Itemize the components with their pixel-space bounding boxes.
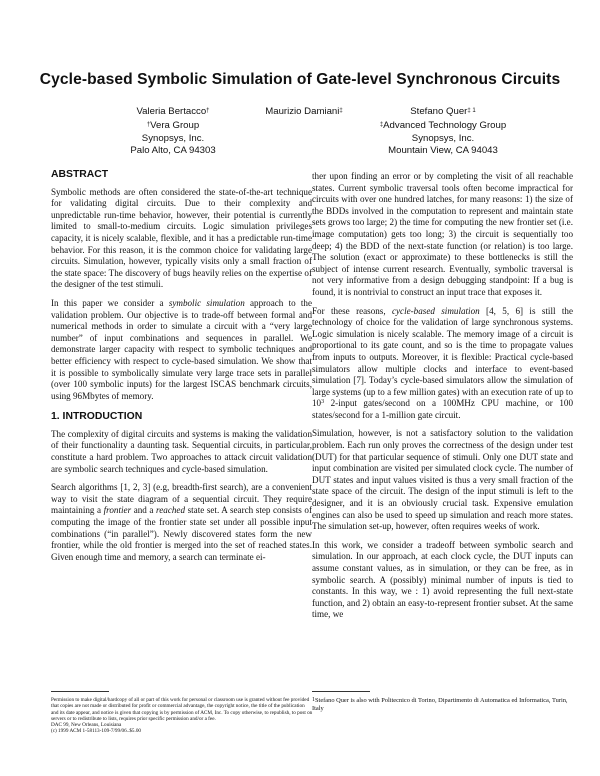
affiliation-line: Synopsys, Inc.	[141, 132, 205, 144]
affiliation-line: Vera Group	[150, 120, 200, 132]
intro-paragraph-2: Search algorithms [1, 2, 3] (e.g, breadth-first search), are a convenient way to visit the state diagram of a sequential circuit. They require maintaining a frontier and a reached state set. A search step consists of computing the image of the frontier state set under all possible input combinations (“in parallel”). Newly discovered states form the new frontier, while the old frontier is merged into the set of reached states. Given enough time and memory, a search can terminate ei-	[51, 482, 312, 562]
footnote-rule-right	[312, 691, 370, 692]
introduction-heading: 1. INTRODUCTION	[51, 411, 143, 423]
right-paragraph-1: ther upon finding an error or by completing the visit of all reachable states. Current symbolic traversal tools often become impractical for circuits with over one hundred latches, for many reasons: 1) the size of the BDDs involved in the computation to represent and maintain state sets grows too large; 2) the time for computing the new frontier set (i.e. image computation) gets too long; 3) the circuit is sequentially too deep; 4) the BDD of the next-state function (or relation) is too large. The solution (exact or approximate) to these bottlenecks is still the subject of intense current research. Eventually, symbolic traversal is not very informative from a design debugging standpoint: If a bug is found, it is nontrivial to construct an input trace that exposes it.	[312, 171, 573, 297]
author-1: Valeria Bertacco† †Vera Group Synopsys, Inc. Palo Alto, CA 94303	[112, 106, 234, 158]
venue: DAC 99, New Orleans, Louisiana	[51, 722, 122, 729]
right-column	[312, 171, 573, 628]
author-name: Valeria Bertacco	[136, 106, 207, 117]
paper-title: Cycle-based Symbolic Simulation of Gate-level Synchronous Circuits	[39, 71, 561, 88]
author-name: Maurizio Damiani	[265, 106, 340, 117]
footnote-rule-left	[51, 691, 109, 692]
permission-notice: Permission to make digital/hardcopy of all or part of this work for personal or classroom use is granted without fee provided that copies are not made or distributed for profit or commercial advantage, the copyright notice, the title of the publication and its date appear, and notice is given that copying is by permission of ACM, Inc. To copy otherwise, to republish, to post on servers or to redistribute to lists, requires prior specific permission and/or a fee. DAC 99, New Orleans, Louisiana (c) 1999 ACM 1-58113-109-7/99/06..$5.00	[51, 697, 313, 735]
copyright: (c) 1999 ACM 1-58113-109-7/99/06..$5.00	[51, 728, 142, 735]
right-paragraph-3: Simulation, however, is not a satisfactory solution to the validation problem. Each run only proves the correctness of the design under test (DUT) for that particular sequence of stimuli. Only one DUT state and input combination are visited per simulated clock cycle. The number of DUT states and input values visited is thus a very small fraction of the state space of the circuit. The design of the input stimuli is left to the designer, and it is an obviously crucial task. Expensive emulation engines can also be used to speed up simulation and reach more states. The simulation set-up, however, often requires weeks of work.	[312, 428, 573, 532]
affiliation-line: Advanced Technology Group	[383, 120, 507, 132]
author-2: Maurizio Damiani‡	[265, 106, 343, 117]
abstract-paragraph-1: Symbolic methods are often considered the state-of-the-art technique for validating digital circuits. Due to their complexity and unpredictable run-time behavior, however, their potential is currently limited to small-to-medium circuits. Logic simulation privileges capacity, it is nicely scalable, flexible, and it has a predictable run-time behavior. For this reason, it is the common choice for validating large circuits. Simulation, however, typically visits only a small fraction of the state space: The discovery of bugs heavily relies on the expertise of the designer of the test stimuli.	[51, 186, 312, 290]
affiliation-line: Synopsys, Inc.	[411, 132, 475, 144]
right-paragraph-2: For these reasons, cycle-based simulation [4, 5, 6] is still the technology of choice for the validation of large synchronous systems. Logic simulation is nicely scalable. The memory image of a circuit is proportional to its gate count, and so is the time to propagate values from inputs to outputs. Moreover, it is flexible: Practical cycle-based simulators allow multiple clocks and interface to event-based simulation [7]. Today’s cycle-based simulators allow the simulation of large systems (up to a few million gates) with an execution rate of up to $10^3$ 2-input gates/second on a 100MHz CPU machine, or 100 states/second for a 1-million gate circuit.	[312, 305, 573, 420]
right-paragraph-4: In this work, we consider a tradeoff between symbolic search and simulation. In our approach, at each clock cycle, the DUT inputs can assume constant values, as in simulation, or they can be free, as in symbolic search. A (possibly) minimal number of inputs is tied to constants. In this way, we : 1) avoid representing the full next-state function, and 2) obtain an easy-to-represent frontier subset. At the same time, we	[312, 539, 573, 620]
abstract-paragraph-2: In this paper we consider a symbolic simulation approach to the validation problem. Our objective is to trade-off between formal and numerical methods in order to simulate a circuit with a “very large number” of input combinations and sequences in parallel. We demonstrate larger capacity with respect to symbolic techniques and better efficiency with respect to cycle-based simulation. We show that it is possible to symbolically simulate very large trace sets in parallel (over 100 symbolic inputs) for the largest ISCAS benchmark circuits, using 96Mbytes of memory.	[51, 297, 313, 401]
left-column	[51, 169, 312, 570]
author-3: Stefano Quer$^{\ddagger 1}$ ‡Advanced Technology Group Synopsys, Inc. Mountain View, CA 94043	[368, 106, 518, 158]
affiliation-line: Mountain View, CA 94043	[388, 145, 498, 157]
abstract-heading: ABSTRACT	[51, 169, 109, 180]
author-footnote: $^1$Stefano Quer is also with Politecnico di Torino, Dipartimento di Automatica ed Informatica, Turin, Italy	[312, 697, 568, 712]
author-name: Stefano Quer	[410, 106, 468, 117]
intro-paragraph-1: The complexity of digital circuits and systems is making the validation of their functionality a daunting task. Sequential circuits, in particular, constitute a hard problem. Two approaches to attack circuit validation are symbolic search techniques and cycle-based simulation.	[51, 428, 312, 474]
affiliation-line: Palo Alto, CA 94303	[130, 145, 216, 157]
